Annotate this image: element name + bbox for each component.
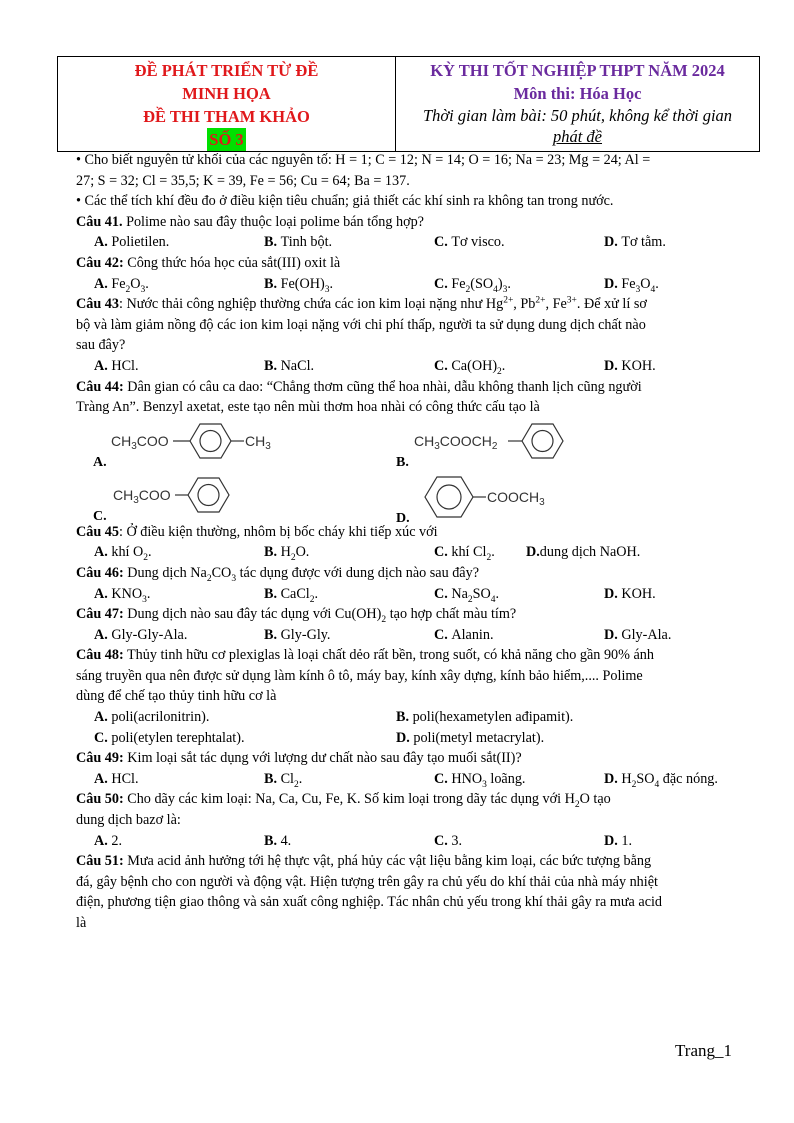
exam-subject: Môn thi: Hóa Học [513,84,642,103]
option-c[interactable]: C. $Fe_2(SO_4)_3$. [434,275,511,295]
option-c[interactable]: C. $Ca(OH)_2$. [434,357,506,377]
exam-body [76,150,738,934]
question-48: Câu 48: Thủy tinh hữu cơ plexiglas là loại chất dẻo rất bền, trong suốt, có khả năng cho gần 90% ánh [76,647,654,664]
question-50: Câu 50: Cho dãy các kim loại: Na, Ca, Cu, Fe, K. Số kim loại trong dãy tác dụng với $H_2O$ tạo [76,791,611,811]
option-b[interactable]: B. 4. [264,832,292,849]
option-a[interactable]: A. khí $O_2$. [94,544,152,564]
question-41: Câu 41. Polime nào sau đây thuộc loại polime bán tổng hợp? [76,213,424,230]
option-c[interactable]: C. 3. [434,832,462,849]
option-d[interactable]: D.dung dịch NaOH. [526,544,641,561]
question-51-cont-3: là [76,915,87,931]
header-left-line-3: ĐỀ THI THAM KHẢO [143,107,310,126]
exam-title: KỲ THI TỐT NGHIỆP THPT NĂM 2024 [430,61,725,80]
option-b[interactable]: B. NaCl. [264,357,315,374]
question-47: Câu 47: Dung dịch nào sau đây tác dụng với $Cu(OH)_2$ tạo hợp chất màu tím? [76,606,517,625]
option-a-label: A. [93,454,107,470]
option-c[interactable]: C. $Na_2SO_4$. [434,585,500,605]
intro-atomic-mass-1: • Cho biết nguyên tử khối của các nguyên tố: H = 1; C = 12; N = 14; O = 16; Na = 23; Mg = 24; Al = [76,152,651,168]
question-48-options-row-1 [76,707,738,728]
question-45-options [76,542,738,563]
option-d[interactable]: D. KOH. [604,357,656,374]
intro-atomic-mass-2: 27; S = 32; Cl = 35,5; K = 39, Fe = 56; Cu = 64; Ba = 137. [76,172,410,189]
option-d[interactable]: D. $Fe_3O_4$. [604,275,659,295]
option-d-label: D. [396,510,410,522]
question-44-cont: Tràng An”. Benzyl axetat, este tạo nên mùi thơm hoa nhài có công thức cấu tạo là [76,399,540,416]
question-43-cont-2: sau đây? [76,337,126,354]
question-49-options [76,769,738,790]
question-43-cont-1: bộ và làm giảm nồng độ các ion kim loại nặng với chi phí thấp, người ta sử dụng dung dịch chất nào [76,316,646,333]
header-right [396,57,759,151]
question-51: Câu 51: Mưa acid ảnh hưởng tới hệ thực vật, phá hủy các vật liệu bằng kim loại, các bức tượng bằng [76,853,652,870]
question-42: Câu 42: Công thức hóa học của sắt(III) oxit là [76,254,341,271]
question-50-cont: dung dịch bazơ là: [76,812,181,829]
intro-gas-condition: • Các thể tích khí đều đo ở điều kiện tiêu chuẩn; giả thiết các khí sinh ra không tan trong nước. [76,193,614,210]
option-c-label: C. [93,508,107,522]
option-b[interactable] [396,424,563,470]
question-48-cont-2: dùng để chế tạo thủy tinh hữu cơ là [76,688,277,705]
question-43: Câu 43: Nước thải công nghiệp thường chứa các ion kim loại nặng như $Hg^{2+}$, $Pb^{2+}$, $Fe^{3+}$. Để xử lí sơ [76,295,647,313]
option-b[interactable]: B. CaCl$_2$. [264,585,319,605]
question-47-options [76,625,738,646]
option-b-label: B. [396,454,409,470]
question-43-options [76,356,738,377]
option-d[interactable]: D. 1. [604,832,632,849]
option-c[interactable] [93,478,229,522]
exam-number-badge: SỐ 3 [209,130,244,149]
question-41-options [76,232,738,253]
question-48-options-row-2 [76,728,738,749]
option-a[interactable]: A. Polietilen. [94,234,170,251]
question-44-structures [76,418,738,522]
question-51-cont-1: đá, gây bệnh cho con người và động vật. Hiện tượng trên gây ra chủ yếu do khí thải của nhà máy nhiệt [76,873,658,890]
option-d[interactable] [396,477,545,522]
option-d[interactable]: D. Gly-Ala. [604,626,672,643]
option-d[interactable]: D. KOH. [604,585,656,602]
option-b[interactable]: B. $Cl_2$. [264,770,303,790]
option-c[interactable]: C. Alanin. [434,626,494,643]
option-c[interactable]: C. Tơ visco. [434,234,505,251]
structure-d-right: $COOCH_3$ [487,488,545,508]
option-a[interactable]: A. $Fe_2O_3$. [94,275,149,295]
question-48-cont-1: sáng truyền qua nên được sử dụng làm kính ô tô, máy bay, kính xây dựng, kính bảo hiểm,.... Polime [76,667,643,684]
option-c[interactable]: C. $HNO_3$ loãng. [434,770,526,790]
option-a[interactable]: A. Gly-Gly-Ala. [94,626,188,643]
option-b[interactable]: B. $H_2O$. [264,544,310,564]
question-50-options [76,831,738,852]
exam-time-line-1: Thời gian làm bài: 50 phút, không kể thời gian [422,106,733,125]
option-b[interactable]: B. Gly-Gly. [264,626,331,643]
structure-a-right: $CH_3$ [245,432,271,452]
question-44: Câu 44: Dân gian có câu ca dao: “Chẳng thơm cũng thể hoa nhài, dẫu không thanh lịch cũng người [76,378,642,395]
header-left [58,57,396,151]
option-a[interactable]: A. HCl. [94,357,139,374]
question-42-options [76,274,738,295]
question-46-options [76,584,738,605]
structure-options [76,420,738,522]
question-45: Câu 45: Ở điều kiện thường, nhôm bị bốc cháy khi tiếp xúc với [76,523,438,540]
structure-a-left: $CH_3COO$ [111,432,169,452]
option-a[interactable]: A. $KNO_3$. [94,585,151,605]
option-c[interactable]: C. khí $Cl_2$. [434,544,495,564]
option-d[interactable]: D. poli(metyl metacrylat). [396,729,545,746]
page-number: Trang_1 [675,1041,732,1060]
option-d[interactable]: D. $H_2SO_4$ đặc nóng. [604,770,718,790]
option-a[interactable] [93,424,271,470]
question-51-cont-2: điện, phương tiện giao thông và sản xuất công nghiệp. Tác nhân chủ yếu trong khí thải gây ra mưa acid [76,894,663,911]
option-d[interactable]: D. Tơ tằm. [604,234,666,251]
option-b[interactable]: B. poli(hexametylen ađipamit). [396,709,574,726]
option-b[interactable]: B. Tinh bột. [264,234,333,251]
exam-header [57,56,760,152]
option-b[interactable]: B. $Fe(OH)_3$. [264,275,333,295]
exam-time-line-2: phát đề [552,127,603,146]
question-46: Câu 46: Dung dịch $Na_2CO_3$ tác dụng được với dung dịch nào sau đây? [76,564,479,584]
option-c[interactable]: C. poli(etylen terephtalat). [94,729,245,746]
header-left-line-2: MINH HỌA [182,84,271,103]
structure-b-left: $CH_3COOCH_2$ [414,432,498,452]
question-49: Câu 49: Kim loại sắt tác dụng với lượng dư chất nào sau đây tạo muối sắt(II)? [76,750,522,767]
option-a[interactable]: A. HCl. [94,770,139,787]
option-a[interactable]: A. 2. [94,832,122,849]
option-a[interactable]: A. poli(acrilonitrin). [94,709,210,726]
header-left-line-1: ĐỀ PHÁT TRIỂN TỪ ĐỀ [134,61,319,80]
structure-c-left: $CH_3COO$ [113,486,171,506]
